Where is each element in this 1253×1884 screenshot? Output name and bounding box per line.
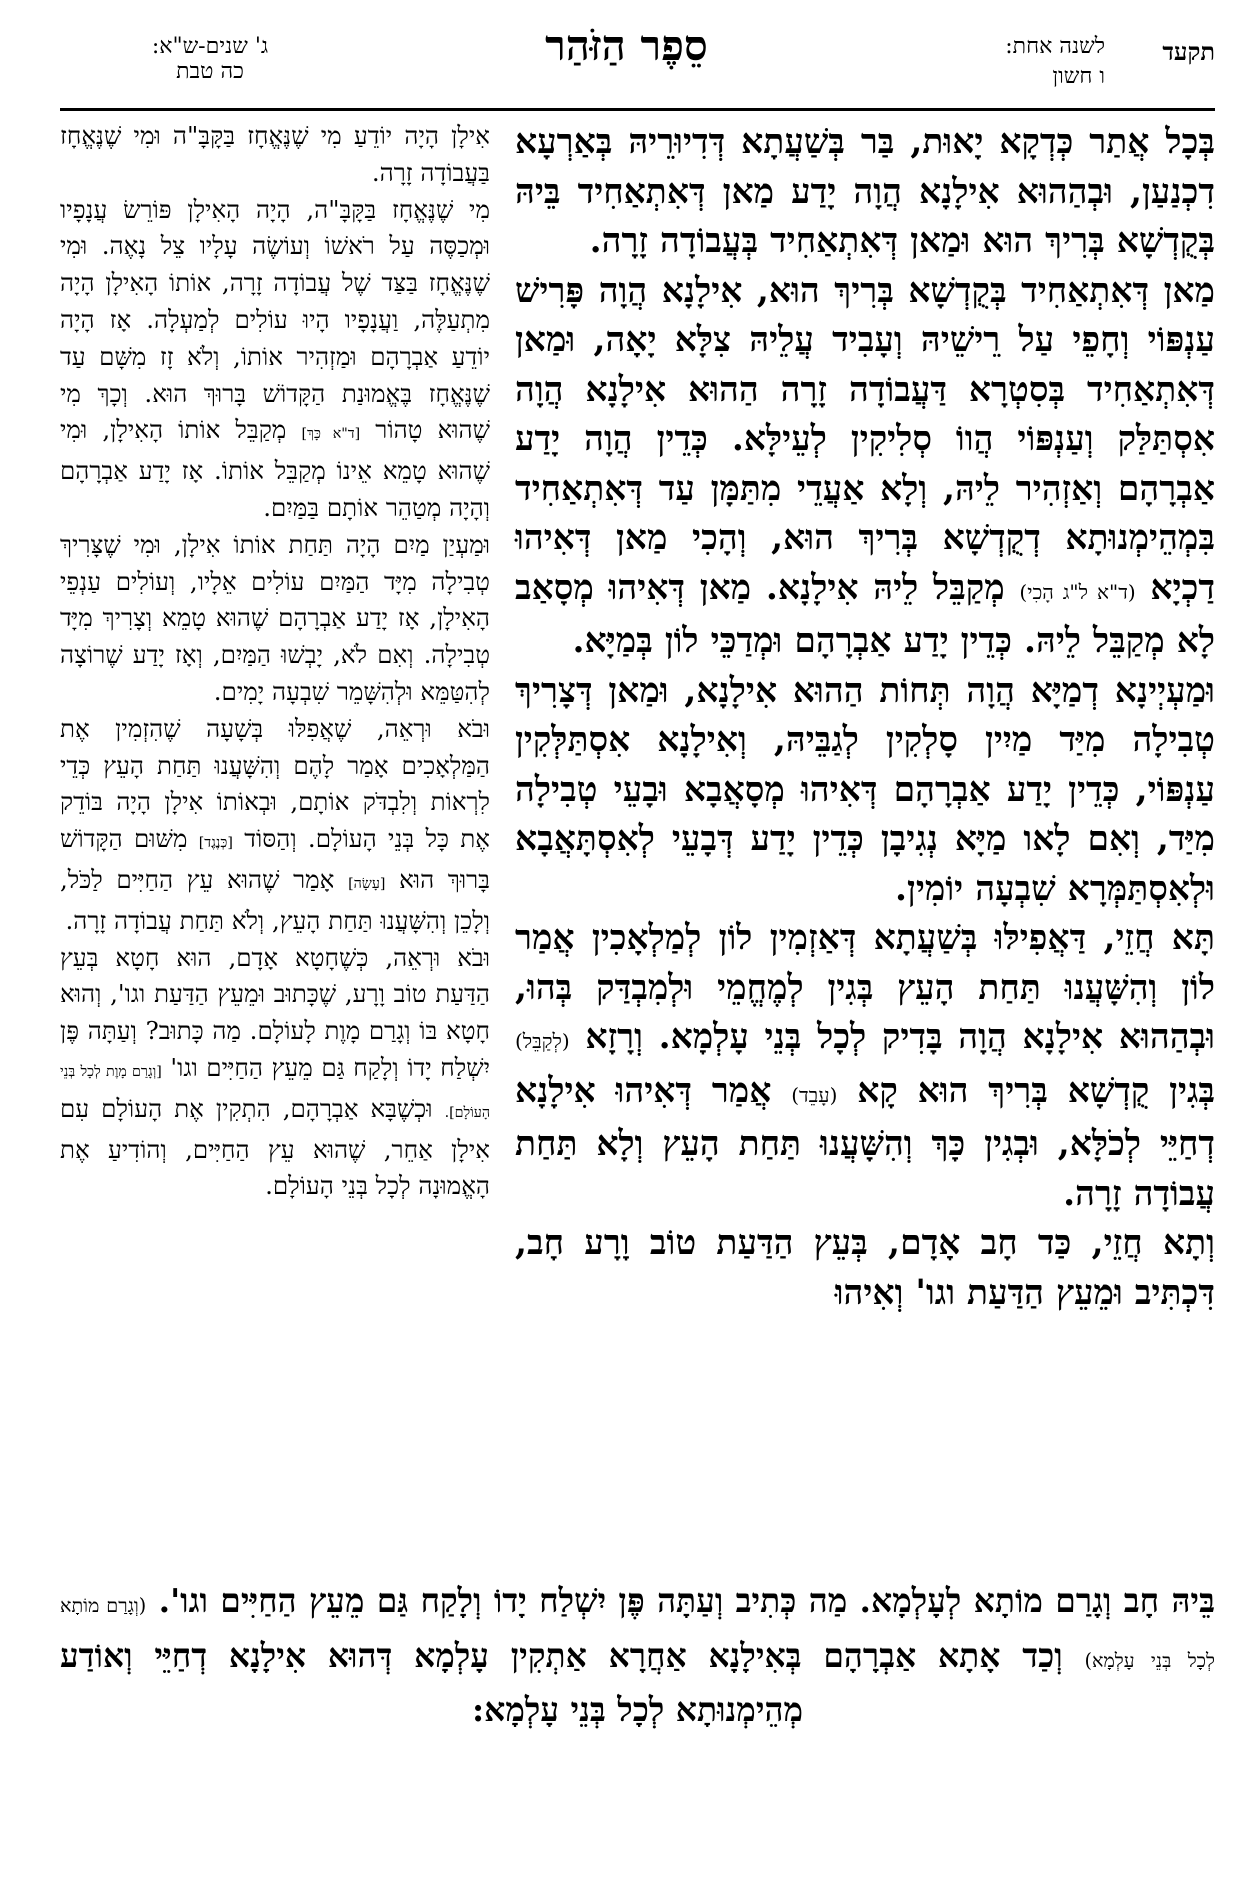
translation-text: וּבֹא וּרְאֵה, שֶׁאֲפִלּוּ בְּשָׁעָה שֶׁהִזְמִין אֶת הַמַּלְאָכִים אָמַר לָהֶם וְהִשָּׁעֲנוּ תַּחַת הָעֵץ כְּדֵי לִרְאוֹת וְלִבְדֹּק אוֹתָם, וּבְאוֹתוֹ אִילָן הָיָה בּוֹדֵק אֶת כָּל בְּנֵי הָעוֹלָם. וְהַסּוֹד (60, 713, 490, 854)
main-text: בְּכָל אֲתַר כְּדְקָא יָאוּת, בַּר בְּשַׁעֲתָא דְּדִיוּרֵיהּ בְּאַרְעָא דִכְנַעַן, וּבְהַהוּא אִילָנָא הֲוָה יָדַע מַאן דְּאִתְאַחִיד בֵּיהּ בְּקֻדְשָׁא בְּרִיךְ הוּא וּמַאן דְּאִתְאַחִיד בְּעֲבוֹדָה זָרָה. (515, 122, 1215, 261)
page-number: תקעד (1162, 37, 1215, 66)
translation-paragraph (60, 118, 490, 192)
aramaic-text-column (515, 118, 1215, 1576)
variant-note: (לְקַבֵּל) (515, 1029, 570, 1053)
variant-note: [וְגָרַם מָוֶת לְכָל בְּנֵי הָעוֹלָם]. (60, 1063, 490, 1121)
main-text: וְכַד אָתָא אַבְרָהָם בְּאִילָנָא אַחֲרָא אַתְקִין עָלְמָא דְּהוּא אִילָנָא דְחַיֵּי וְאוֹדַע מְהֵימְנוּתָא לְכָל בְּנֵי עָלְמָא: (60, 1635, 1063, 1729)
translation-text: מִשּׁוּם הַקָּדוֹשׁ בָּרוּךְ הוּא (60, 824, 490, 894)
translation-text: וּכְשֶׁבָּא אַבְרָהָם, הִתְקִין אֶת הָעוֹלָם עִם אִילָן אַחֵר, שֶׁהוּא עֵץ הַחַיִּים, וְהוֹדִיעַ אֶת הָאֱמוּנָה לְכָל בְּנֵי הָעוֹלָם. (60, 1093, 490, 1201)
full-width-closing-text (60, 1576, 1215, 1735)
translation-paragraph (60, 527, 490, 711)
main-paragraph (515, 1219, 1215, 1318)
header-rule (60, 108, 1215, 111)
translation-text: וּמַעְיַן מַיִם הָיָה תַּחַת אוֹתוֹ אִילָן, וּמִי שֶׁצָּרִיךְ טְבִילָה מִיָּד הַמַּיִם עוֹלִים אֵלָיו, וְעוֹלִים עַנְפֵי הָאִילָן, אָז יָדַע אַבְרָהָם שֶׁהוּא טָמֵא וְצָרִיךְ מִיָּד טְבִילָה. וְאִם לֹא, יָבְשׁוּ הַמַּיִם, וְאָז יָדַע שֶׁרוֹצָה לְהִטַּמֵּא וּלְהִשָּׁמֵר שִׁבְעָה יָמִים. (60, 529, 490, 706)
variant-note: [כְּנֶגֶד] (198, 835, 233, 852)
translation-paragraph (60, 192, 490, 527)
variant-note: [ד"א כָּךְ] (301, 426, 361, 443)
variant-note: (וְגָרַם מוֹתָא לְכָל בְּנֵי עָלְמָא) (60, 1594, 1215, 1672)
main-paragraph (515, 914, 1215, 1219)
main-paragraph (515, 118, 1215, 267)
header-left (60, 28, 360, 85)
main-text: מַאן דְּאִתְאַחִיד בְּקֻדְשָׁא בְּרִיךְ הוּא, אִילָנָא הֲוָה פָּרִישׁ עַנְפּוֹי וְחָפֵי עַל רֵישֵׁיהּ וְעָבִיד עֲלֵיהּ צִלָּא יָאָה, וּמַאן דְּאִתְאַחִיד בְּסִטְרָא דַּעֲבוֹדָה זָרָה הַהוּא אִילָנָא הֲוָה אִסְתַּלַּק וְעַנְפּוֹי הֲווֹ סְלִיקִין לְעֵילָּא. כְּדֵין הֲוָה יָדַע אַבְרָהָם וְאַזְהִיר לֵיהּ, וְלָא אַעֲדֵי מִתַּמָּן עַד דְּאִתְאַחִיד בִּמְהֵימְנוּתָא דְקֻדְשָׁא בְּרִיךְ הוּא, וְהָכִי מַאן דְּאִיהוּ דַכְיָא (515, 270, 1215, 608)
book-title: סֵפֶר הַזֹּהַר (545, 21, 708, 70)
main-text: מְקַבֵּל לֵיהּ אִילָנָא. מַאן דְּאִיהוּ מְסָאַב לָא מְקַבֵּל לֵיהּ. כְּדֵין יָדַע אַבְרָהָם וּמְדַכֵּי לוֹן בְּמַיָּא. (515, 567, 1215, 661)
variant-note: (עָבֵד) (791, 1082, 838, 1107)
variant-note: [עָשָׂה] (348, 875, 386, 892)
variant-note: (ד"א ל"ג הָכִי) (1019, 579, 1136, 604)
main-text: אֲמַר דְּאִיהוּ אִילָנָא דְחַיֵּי לְכֹלָּא, וּבְגִין כָּךְ וְהִשָּׁעֲנוּ תַּחַת הָעֵץ וְלָא תַּחַת עֲבוֹדָה זָרָה. (515, 1070, 1215, 1214)
translation-paragraph (60, 940, 490, 1206)
translation-text: מִי שֶׁנֶּאֱחָז בַּקָּבָּ"ה, הָיָה הָאִילָן פּוֹרֵשׂ עֲנָפָיו וּמְכַסֶּה עַל רֹאשׁוֹ וְעוֹשֶׂה עָלָיו צֵל נָאֶה. וּמִי שֶׁנֶּאֱחָז בַּצַּד שֶׁל עֲבוֹדָה זָרָה, אוֹתוֹ הָאִילָן הָיָה מִתְעַלֶּה, וַעֲנָפָיו הָיוּ עוֹלִים לְמַעְלָה. אָז הָיָה יוֹדֵעַ אַבְרָהָם וּמַזְהִיר אוֹתוֹ, וְלֹא זָז מִשָּׁם עַד שֶׁנֶּאֱחָז בֶּאֱמוּנַת הַקָּדוֹשׁ בָּרוּךְ הוּא. וְכָךְ מִי שֶׁהוּא טָהוֹר (60, 194, 490, 445)
schedule-one-year: לשנה אחת: (1005, 34, 1105, 59)
closing-paragraph (60, 1576, 1215, 1735)
main-paragraph (515, 667, 1215, 915)
main-text: בְּגִין קֻדְשָׁא בְּרִיךְ הוּא קָא (857, 1070, 1215, 1111)
main-text: תָּא חֲזֵי, דַּאֲפִילּוּ בְּשַׁעֲתָא דְּאַזְמִין לוֹן לְמַלְאָכִין אֲמַר לוֹן וְהִשָּׁעֲנוּ תַּחַת הָעֵץ בְּגִין לְמֶחֱמֵי וּלְמִבְדַּק בְּהוּ, וּבְהַהוּא אִילָנָא הֲוָה בָּדִיק לְכָל בְּנֵי עָלְמָא. וְרָזָא (515, 918, 1215, 1057)
translation-text: אָמַר שֶׁהוּא עֵץ הַחַיִּים לַכֹּל, וְלָכֵן וְהִשָּׁעֲנוּ תַּחַת הָעֵץ, וְלֹא תַּחַת עֲבוֹדָה זָרָה. (60, 864, 490, 935)
translation-paragraph (60, 711, 490, 940)
main-paragraph (515, 267, 1215, 667)
main-text: בֵּיהּ חָב וְגָרַם מוֹתָא לְעָלְמָא. מַה כְּתִיב וְעַתָּה פֶּן יִשְׁלַח יָדוֹ וְלָקַח גַּם מֵעֵץ הַחַיִּים וגו'. (158, 1581, 1215, 1620)
schedule-three-years-date: כה טבת (176, 59, 244, 85)
translation-text: מְקַבֵּל אוֹתוֹ הָאִילָן, וּמִי שֶׁהוּא טָמֵא אֵינוֹ מְקַבֵּל אוֹתוֹ. אָז יָדַע אַבְרָהָם וְהָיָה מְטַהֵר אוֹתָם בַּמַּיִם. (60, 415, 490, 522)
main-text: וּמַעְיְינָא דְמַיָּא הֲוָה תְּחוֹת הַהוּא אִילָנָא, וּמַאן דְּצָרִיךְ טְבִילָה מִיַּד מַיִין סָלְקִין לְגַבֵּיהּ, וְאִילָנָא אִסְתַּלְּקִין עַנְפּוֹי, כְּדֵין יָדַע אַבְרָהָם דְּאִיהוּ מְסָאֲבָא וּבָעֵי טְבִילָה מִיַּד, וְאִם לָאו מַיָּא נְגִיבָן כְּדֵין יָדַע דְּבָעֵי לְאִסְתָּאֲבָא וּלְאִסְתַּמְּרָא שִׁבְעָה יוֹמִין. (515, 670, 1215, 909)
translation-text: וּבֹא וּרְאֵה, כְּשֶׁחָטָא אָדָם, הוּא חָטָא בְּעֵץ הַדַּעַת טוֹב וָרָע, שֶׁכָּתוּב וּמֵעֵץ הַדַּעַת וגו', וְהוּא חָטָא בּוֹ וְגָרַם מָוֶת לָעוֹלָם. מַה כָּתוּב? וְעַתָּה פֶּן יִשְׁלַח יָדוֹ וְלָקַח גַּם מֵעֵץ הַחַיִּים וגו' (60, 942, 490, 1082)
schedule-one-year-date: ו חשון (1052, 64, 1105, 89)
hebrew-translation-column (60, 118, 490, 1576)
main-text: וְתָא חֲזֵי, כַּד חָב אָדָם, בְּעֵץ הַדַּעַת טוֹב וָרָע חָב, דִּכְתִּיב וּמֵעֵץ הַדַּעַת וגו' וְאִיהוּ (515, 1223, 1215, 1313)
schedule-three-years: ג' שנים-ש"א: (151, 34, 269, 59)
translation-text: אִילָן הָיָה יוֹדֵעַ מִי שֶׁנֶּאֱחָז בַּקָּבָּ"ה וּמִי שֶׁנֶּאֱחָז בַּעֲבוֹדָה זָרָה. (60, 121, 490, 187)
